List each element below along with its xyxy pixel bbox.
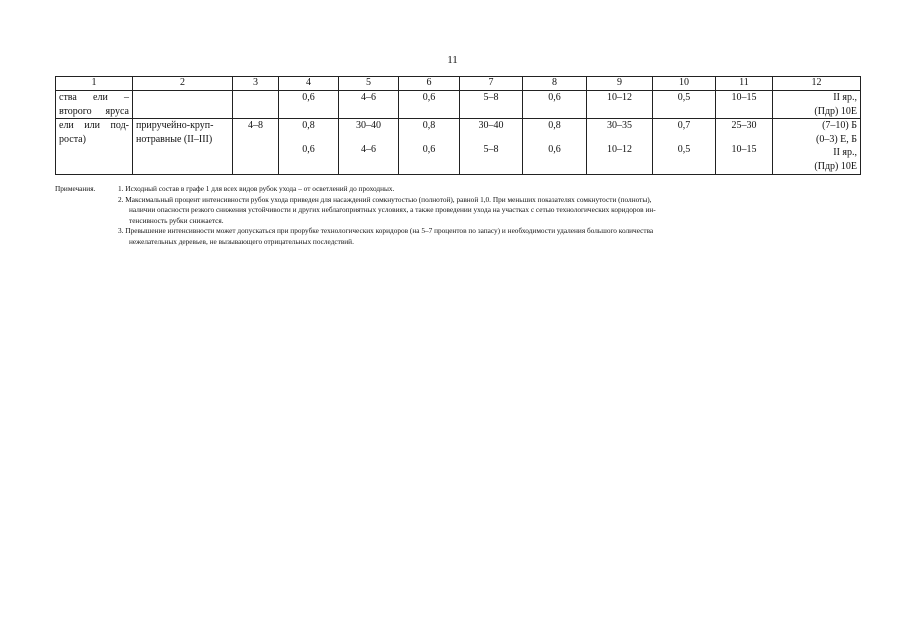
table-cell: 0,6	[279, 91, 339, 119]
cell-text: 25–30	[731, 120, 757, 132]
cell-text: 0,6	[302, 143, 315, 155]
cell-text: ели или под-	[59, 120, 129, 132]
table-row	[56, 91, 861, 119]
cell-text: 0,6	[422, 143, 436, 155]
cell-text: 5–8	[483, 143, 499, 155]
cell-text: второго яруса	[59, 105, 129, 117]
column-header-3: 3	[233, 77, 279, 91]
table-cell: 5–8	[460, 91, 523, 119]
table-cell: 10–15	[716, 91, 773, 119]
column-header-1: 1	[56, 77, 133, 91]
cell-text: 4–6	[361, 143, 376, 155]
table-cell	[587, 119, 653, 174]
table-cell	[339, 119, 399, 174]
cell-text: ства ели –	[59, 92, 129, 103]
cell-text: 0,8	[548, 120, 561, 132]
note-2-continuation: наличии опасности резкого снижения устойчивости и других неблагоприятных условиях, а также проведении ухода на участках с сетью технологических коридоров ин-	[129, 205, 656, 215]
cell-text: роста)	[59, 133, 86, 145]
note-2-continuation: тенсивность рубки снижается.	[129, 215, 224, 225]
table-cell	[773, 91, 861, 119]
table-cell	[653, 119, 716, 174]
intensity-table	[55, 76, 861, 175]
column-header-11: 11	[716, 77, 773, 91]
cell-text: 30–40	[478, 120, 504, 132]
note-3-text: 3. Превышение интенсивности может допускаться при прорубке технологических коридоров (на 5–7 процентов по запасу) и необходимости удаления большого количества	[118, 226, 654, 236]
table-cell	[233, 91, 279, 119]
note-1-text: 1. Исходный состав в графе 1 для всех видов рубок ухода – от осветлений до проходных.	[118, 184, 395, 193]
cell-text: 0,5	[677, 143, 691, 155]
cell-text: 0,7	[677, 120, 691, 132]
table-cell	[133, 91, 233, 119]
column-header-6: 6	[399, 77, 460, 91]
note-3-continuation: нежелательных деревьев, не вызывающего отрицательных последствий.	[129, 236, 354, 246]
column-header-4: 4	[279, 77, 339, 91]
cell-text: 10–15	[731, 143, 757, 155]
note-2	[55, 195, 855, 206]
note-1	[55, 184, 855, 195]
cell-text: 30–40	[356, 120, 381, 132]
table-cell	[460, 119, 523, 174]
note-2-text: 2. Максимальный процент интенсивности рубок ухода приведен для насаждений сомкнутостью (полнотой), равной 1,0. При меньших показателях сомкнутости (полноты),	[118, 194, 652, 204]
table-row	[56, 119, 861, 174]
table-cell	[773, 119, 861, 174]
column-header-12: 12	[773, 77, 861, 91]
table-cell: 4–6	[339, 91, 399, 119]
table-cell	[523, 119, 587, 174]
cell-text: (0–3) Е, Б	[815, 133, 857, 145]
table-cell	[56, 119, 133, 174]
cell-text: (7–10) Б	[822, 120, 857, 132]
cell-text: II яр.,	[833, 92, 857, 103]
table-cell	[716, 119, 773, 174]
cell-text: (Пдр) 10Е	[814, 105, 857, 117]
cell-text: 30–35	[607, 120, 632, 132]
cell-text: (Пдр) 10Е	[814, 160, 857, 172]
column-header-5: 5	[339, 77, 399, 91]
table-cell: 0,6	[523, 91, 587, 119]
note-3	[55, 226, 855, 237]
notes-section	[55, 184, 855, 248]
column-header-2: 2	[133, 77, 233, 91]
cell-text: 0,8	[422, 120, 436, 132]
table-cell: 0,6	[399, 91, 460, 119]
table-cell	[279, 119, 339, 174]
table-cell	[56, 91, 133, 119]
notes-label: Примечания.	[55, 184, 96, 193]
cell-text: приручейно-круп-	[136, 120, 214, 132]
cell-text: нотравные (II–III)	[136, 133, 213, 145]
column-header-10: 10	[653, 77, 716, 91]
cell-text: II яр.,	[833, 147, 857, 159]
cell-text: 10–12	[607, 143, 632, 155]
page-number: 11	[447, 54, 458, 66]
table-cell	[399, 119, 460, 174]
table-cell	[133, 119, 233, 174]
table-cell: 0,5	[653, 91, 716, 119]
column-header-9: 9	[587, 77, 653, 91]
table-cell: 10–12	[587, 91, 653, 119]
header-row	[56, 77, 861, 91]
table-cell: 4–8	[233, 119, 279, 174]
column-header-7: 7	[460, 77, 523, 91]
column-header-8: 8	[523, 77, 587, 91]
cell-text: 0,6	[548, 143, 561, 155]
cell-text: 0,8	[302, 120, 315, 132]
